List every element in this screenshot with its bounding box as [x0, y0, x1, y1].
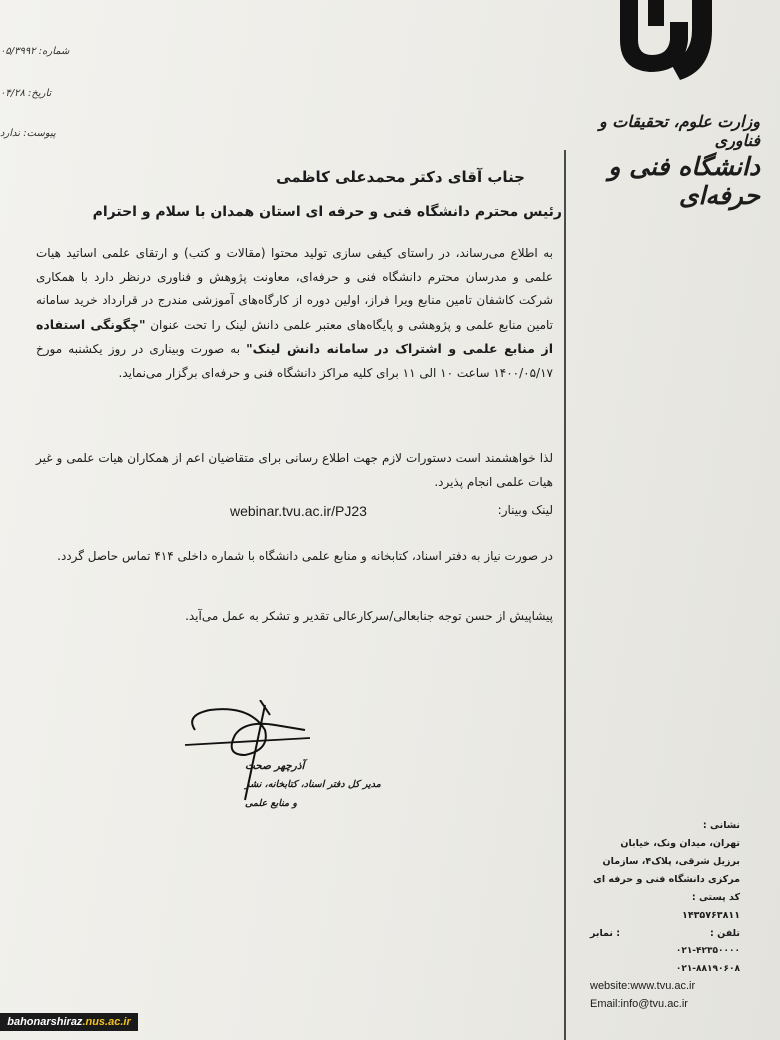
webinar-link-line [230, 503, 553, 527]
phone-label: تلفن : [710, 928, 740, 939]
address-line-3: مرکزی دانشگاه فنی و حرفه ای [593, 874, 740, 885]
address-line-1: تهران، میدان ونک، خیابان [620, 838, 740, 849]
watermark-site: bahonarshiraz [7, 1016, 83, 1028]
email-address[interactable]: Email:info@tvu.ac.ir [590, 998, 688, 1010]
fax-number: ۰۲۱-۸۸۱۹۰۶۰۸ [675, 964, 740, 974]
source-watermark [0, 1013, 138, 1031]
paragraph-1 [36, 242, 553, 385]
closing-line: پیشاپیش از حسن توجه جنابعالی/سرکارعالی تقدیر و تشکر به عمل می‌آید. [185, 609, 553, 623]
paragraph-2: لذا خواهشمند است دستورات لازم جهت اطلاع رسانی برای متقاضیان اعم از همکاران هیات علمی و غیر هیات علمی انجام پذیرد. [36, 451, 553, 489]
watermark-domain: .nus.ac.ir [82, 1016, 131, 1028]
fax-label: نمابر : [590, 928, 621, 939]
paragraph-1-intro: به اطلاع می‌رساند، در راستای کیفی سازی تولید محتوا (مقالات و کتب) و ارتقای علمی اساتید هیات علمی و مدرسان محترم دانشگاه فنی و حرفه‌ای، معاونت پژوهش و فناوری درنظر دارد با همکاری شرکت کاشفان تامین منابع ویرا فراز، اولین دوره از کارگاه‌های آموزشی مندرج در قرارداد خرید سامانه تامین منابع علمی و پژوهشی و پایگاه‌های معتبر علمی دانش لینک را تحت عنوان [36, 246, 553, 332]
handwritten-signature [175, 700, 320, 810]
signer-name: آذرچهر صحت [245, 760, 305, 772]
paragraph-1-details: به صورت وبیناری در روز یکشنبه مورخ ۱۴۰۰/۰۵/۱۷ ساعت ۱۰ الی ۱۱ برای کلیه مراکز دانشگاه فنی و حرفه‌ای برگزار می‌نماید. [36, 342, 553, 380]
postal-code-label: کد پستی : [691, 892, 740, 903]
address-label: نشانی : [702, 820, 740, 831]
vertical-divider [564, 150, 566, 1040]
webinar-link-label: لینک وبینار: [497, 503, 553, 517]
website-address[interactable]: website:www.tvu.ac.ir [590, 980, 696, 992]
recipient-name: جناب آقای دکتر محمدعلی کاظمی [276, 168, 525, 186]
workshop-title: "چگونگی استفاده از منابع علمی و اشتراک در سامانه دانش لینک" [36, 316, 553, 356]
letter-number: شماره: ۰۵/۳۹۹۲ [0, 46, 70, 57]
recipient-title: رئیس محترم دانشگاه فنی و حرفه ای استان همدان با سلام و احترام [92, 204, 562, 220]
letter-attachment: پیوست: ندارد [0, 128, 56, 139]
ministry-name: وزارت علوم، تحقیقات و فناوری [598, 112, 760, 150]
webinar-link-url[interactable]: webinar.tvu.ac.ir/PJ23 [230, 503, 367, 519]
address-line-2: برزیل شرقی، پلاک۴، سازمان [602, 856, 740, 867]
university-name: دانشگاه فنی و حرفه‌ای [608, 152, 760, 210]
letter-date: تاریخ: ۰۴/۲۸ [0, 88, 52, 99]
signer-role-2: و منابع علمی [245, 798, 297, 809]
university-logo-icon [600, 0, 730, 95]
signer-role-1: مدیر کل دفتر اسناد، کتابخانه، نشر [245, 779, 381, 790]
paragraph-3: در صورت نیاز به دفتر اسناد، کتابخانه و منابع علمی دانشگاه با شماره داخلی ۴۱۴ تماس حاصل گردد. [57, 549, 553, 563]
postal-code: ۱۴۳۵۷۶۳۸۱۱ [682, 910, 740, 921]
phone-number: ۰۲۱-۴۲۳۵۰۰۰۰ [675, 946, 740, 956]
